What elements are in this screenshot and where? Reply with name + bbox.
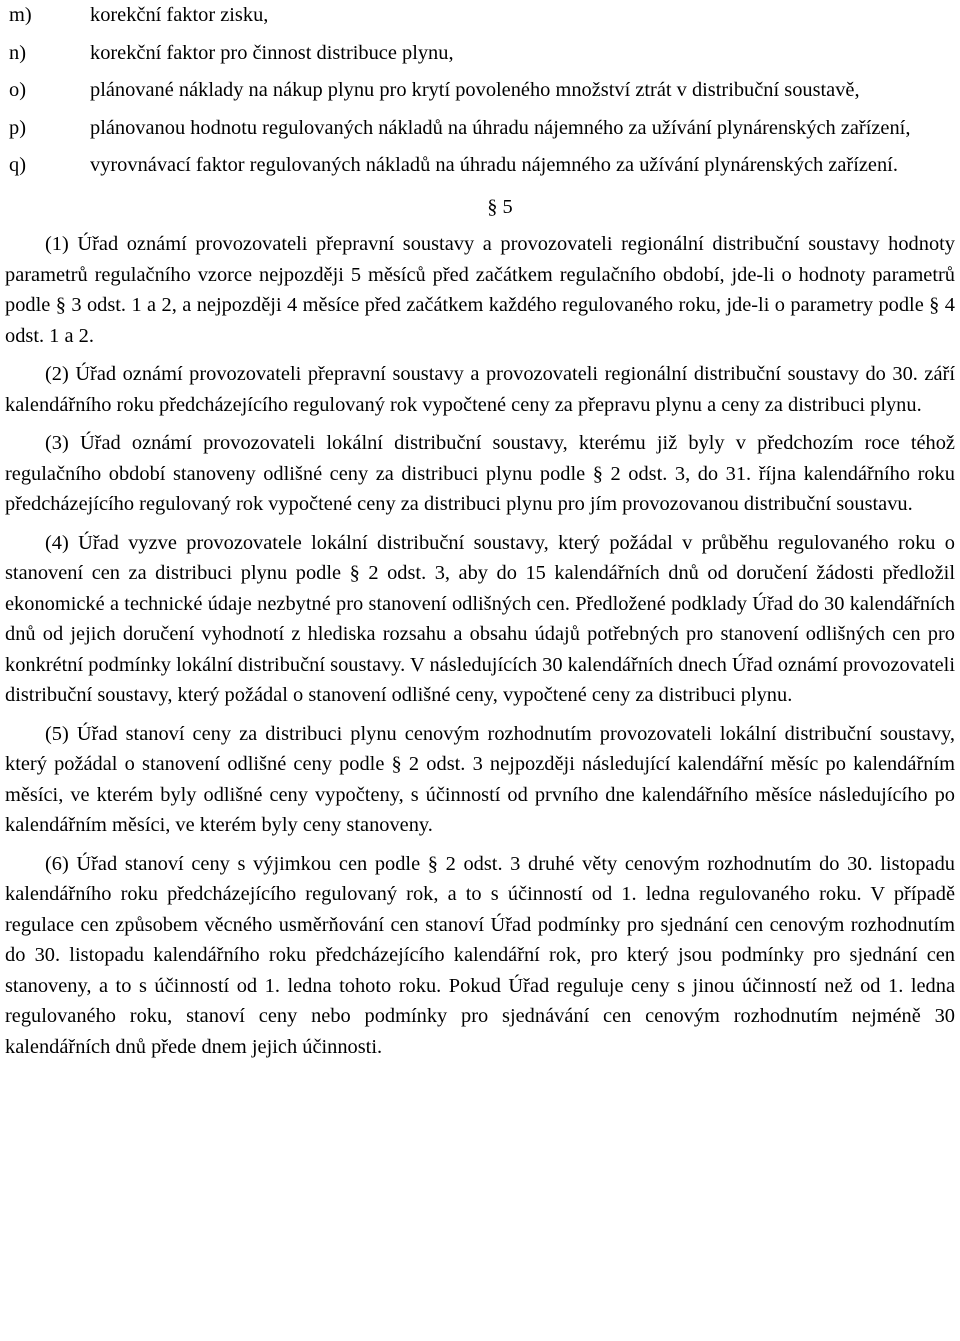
- paragraph-1: (1) Úřad oznámí provozovateli přepravní soustavy a provozovateli regionální distribuční soustavy hodnoty parametrů regulačního vzorce nejpozději 5 měsíců před začátkem regulačního období, jde-li o hodnoty parametrů podle § 3 odst. 1 a 2, a nejpozději 4 měsíce před začátkem každého regulovaného roku, jde-li o parametry podle § 4 odst. 1 a 2.: [5, 233, 955, 347]
- list-item-text: plánovanou hodnotu regulovaných nákladů na úhradu nájemného za užívání plynárenských zařízení,: [90, 116, 911, 139]
- list-item: [5, 0, 955, 31]
- paragraph-2: (2) Úřad oznámí provozovateli přepravní soustavy a provozovateli regionální distribuční soustavy do 30. září kalendářního roku předcházejícího regulovaný rok vypočtené ceny za přepravu plynu a ceny za distribuci plynu.: [5, 363, 955, 416]
- list-item-label: q): [9, 154, 26, 176]
- list-item-label: p): [9, 116, 26, 139]
- paragraph-5: (5) Úřad stanoví ceny za distribuci plynu cenovým rozhodnutím provozovateli lokální distribuční soustavy, který požádal o stanovení odlišné ceny podle § 2 odst. 3 nejpozději následující kalendářní měsíc po kalendářním měsíci, ve kterém byly odlišné ceny vypočteny, s účinností od prvního dne kalendářního měsíce následujícího po kalendářním měsíci, ve kterém byly ceny stanoveny.: [5, 722, 955, 836]
- list-item-label: o): [9, 79, 26, 101]
- list-item: [5, 75, 955, 106]
- list-item: [5, 113, 955, 144]
- paragraph-3: (3) Úřad oznámí provozovateli lokální distribuční soustavy, kterému již byly v předchozím roce téhož regulačního období stanoveny odlišné ceny za distribuci plynu podle § 2 odst. 3, do 31. října kalendářního roku předcházejícího regulovaný rok vypočtené ceny za distribuci plynu pro jím provozovanou distribuční soustavu.: [5, 432, 955, 515]
- section-heading: § 5: [487, 195, 513, 218]
- list-item-text: vyrovnávací faktor regulovaných nákladů na úhradu nájemného za užívání plynárenských zařízení.: [90, 154, 898, 176]
- list-item-label: n): [9, 41, 26, 64]
- list-item: [5, 38, 955, 69]
- list-item-label: m): [9, 4, 32, 26]
- list-item-text: plánované náklady na nákup plynu pro krytí povoleného množství ztrát v distribuční soustavě,: [90, 79, 860, 101]
- paragraph-4: (4) Úřad vyzve provozovatele lokální distribuční soustavy, který požádal v průběhu regulovaného roku o stanovení cen za distribuci plynu podle § 2 odst. 3, aby do 15 kalendářních dnů od doručení žádosti předložil ekonomické a technické údaje nezbytné pro stanovení odlišných cen. Předložené podklady Úřad do 30 kalendářních dnů od jejich doručení vyhodnotí z hlediska rozsahu a obsahu údajů potřebných pro stanovení odlišných cen pro konkrétní podmínky lokální distribuční soustavy. V následujících 30 kalendářních dnech Úřad oznámí provozovateli distribuční soustavy, který požádal o stanovení odlišné ceny, vypočtené ceny za distribuci plynu.: [5, 531, 955, 706]
- list-item: [5, 150, 955, 181]
- list-item-text: korekční faktor pro činnost distribuce plynu,: [90, 41, 454, 64]
- paragraph-6: (6) Úřad stanoví ceny s výjimkou cen podle § 2 odst. 3 druhé věty cenovým rozhodnutím do 30. listopadu kalendářního roku předcházejícího regulovaný rok, a to s účinností od 1. ledna regulovaného roku. V případě regulace cen způsobem věcného usměrňování cen stanoví Úřad podmínky pro sjednání cen cenovým rozhodnutím do 30. listopadu kalendářního roku předcházejícího kalendářní rok, pro který jsou podmínky pro sjednání cen stanoveny, a to s účinností od 1. ledna tohoto roku. Pokud Úřad reguluje ceny s jinou účinností než od 1. ledna regulovaného roku, stanoví ceny nebo podmínky pro sjednávání cen cenovým rozhodnutím nejméně 30 kalendářních dnů přede dnem jejich účinnosti.: [5, 852, 955, 1058]
- list-item-text: korekční faktor zisku,: [90, 4, 269, 26]
